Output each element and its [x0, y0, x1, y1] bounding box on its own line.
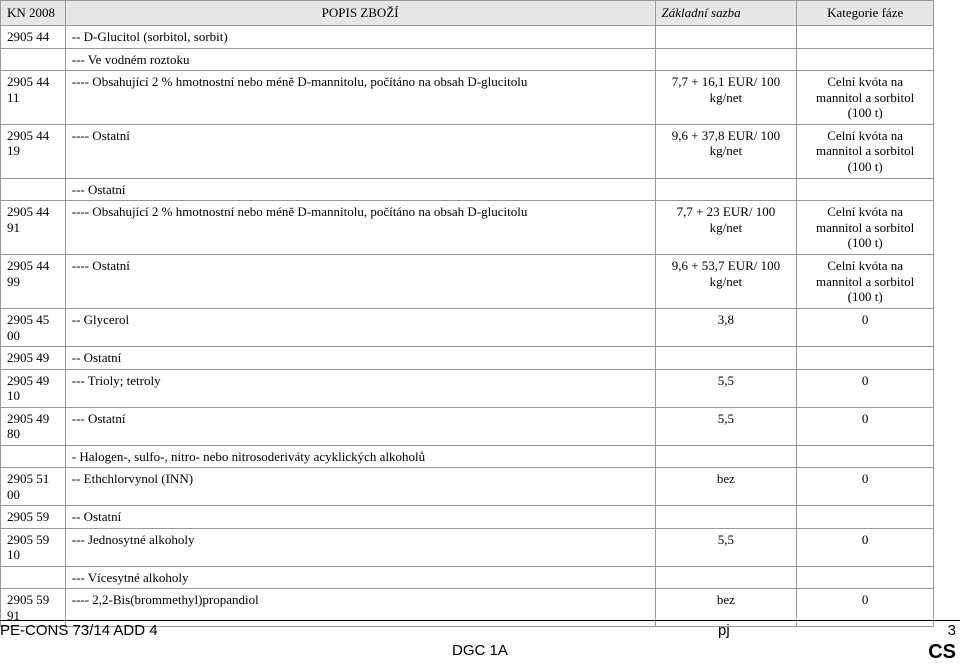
row-category: 0	[797, 528, 934, 566]
table-row	[1, 178, 934, 201]
row-code: 2905 59 91	[1, 589, 66, 627]
table-row	[1, 309, 934, 347]
row-code	[1, 178, 66, 201]
row-code: 2905 44 19	[1, 124, 66, 178]
table-row	[1, 407, 934, 445]
table-row	[1, 26, 934, 49]
row-description: -- Ethchlorvynol (INN)	[65, 468, 655, 506]
footer-language-code: CS	[928, 641, 956, 663]
footer-divider	[0, 620, 960, 621]
row-description: ---- Ostatní	[65, 255, 655, 309]
row-rate: 9,6 + 37,8 EUR/ 100 kg/net	[655, 124, 797, 178]
table-row	[1, 506, 934, 529]
row-rate	[655, 347, 797, 370]
row-category: 0	[797, 369, 934, 407]
row-rate: 9,6 + 53,7 EUR/ 100 kg/net	[655, 255, 797, 309]
table-row	[1, 445, 934, 468]
row-code	[1, 48, 66, 71]
row-description: --- Ostatní	[65, 407, 655, 445]
row-code	[1, 445, 66, 468]
row-category: Celní kvóta na mannitol a sorbitol (100 t)	[797, 71, 934, 125]
row-code: 2905 59	[1, 506, 66, 529]
row-category: Celní kvóta na mannitol a sorbitol (100 t)	[797, 124, 934, 178]
row-description: --- Ve vodném roztoku	[65, 48, 655, 71]
row-code: 2905 49	[1, 347, 66, 370]
row-rate: bez	[655, 468, 797, 506]
row-category: 0	[797, 589, 934, 627]
row-rate: 5,5	[655, 407, 797, 445]
row-category: Celní kvóta na mannitol a sorbitol (100 t)	[797, 201, 934, 255]
row-code: 2905 51 00	[1, 468, 66, 506]
row-rate: 7,7 + 23 EUR/ 100 kg/net	[655, 201, 797, 255]
row-description: ---- Obsahující 2 % hmotnostní nebo méně D-mannitolu, počítáno na obsah D-glucitolu	[65, 201, 655, 255]
row-description: -- D-Glucitol (sorbitol, sorbit)	[65, 26, 655, 49]
table-row	[1, 566, 934, 589]
row-rate	[655, 26, 797, 49]
row-category	[797, 566, 934, 589]
table-header-row	[1, 1, 934, 26]
row-code: 2905 59 10	[1, 528, 66, 566]
row-code	[1, 566, 66, 589]
row-code: 2905 49 10	[1, 369, 66, 407]
table-row	[1, 201, 934, 255]
footer-initials: pj	[718, 622, 730, 639]
table-row	[1, 255, 934, 309]
row-code: 2905 45 00	[1, 309, 66, 347]
table-row	[1, 528, 934, 566]
row-category	[797, 506, 934, 529]
row-description: ---- 2,2-Bis(brommethyl)propandiol	[65, 589, 655, 627]
row-rate	[655, 566, 797, 589]
row-code: 2905 49 80	[1, 407, 66, 445]
row-description: -- Glycerol	[65, 309, 655, 347]
row-rate: 7,7 + 16,1 EUR/ 100 kg/net	[655, 71, 797, 125]
row-code: 2905 44 11	[1, 71, 66, 125]
table-row	[1, 124, 934, 178]
row-description: -- Ostatní	[65, 347, 655, 370]
row-category: Celní kvóta na mannitol a sorbitol (100 t)	[797, 255, 934, 309]
row-rate	[655, 48, 797, 71]
row-description: --- Jednosytné alkoholy	[65, 528, 655, 566]
row-description: ---- Ostatní	[65, 124, 655, 178]
row-description: - Halogen-, sulfo-, nitro- nebo nitrosoderiváty acyklických alkoholů	[65, 445, 655, 468]
row-category: 0	[797, 309, 934, 347]
header-staging-category: Kategorie fáze	[797, 1, 934, 26]
table-row	[1, 369, 934, 407]
table-row	[1, 468, 934, 506]
row-rate: bez	[655, 589, 797, 627]
footer-department: DGC 1A	[452, 642, 508, 659]
row-code: 2905 44	[1, 26, 66, 49]
table-row	[1, 48, 934, 71]
row-code: 2905 44 99	[1, 255, 66, 309]
row-category	[797, 48, 934, 71]
footer-page-number: 3	[947, 622, 956, 639]
header-base-rate: Základní sazba	[655, 1, 797, 26]
header-code: KN 2008	[1, 1, 66, 26]
row-description: --- Ostatní	[65, 178, 655, 201]
row-code: 2905 44 91	[1, 201, 66, 255]
row-rate: 5,5	[655, 369, 797, 407]
row-description: --- Vícesytné alkoholy	[65, 566, 655, 589]
header-description: POPIS ZBOŽÍ	[65, 1, 655, 26]
row-category	[797, 347, 934, 370]
footer-doc-ref: PE-CONS 73/14 ADD 4	[0, 622, 158, 639]
row-category	[797, 445, 934, 468]
row-category: 0	[797, 468, 934, 506]
row-description: -- Ostatní	[65, 506, 655, 529]
row-rate: 3,8	[655, 309, 797, 347]
table-row	[1, 71, 934, 125]
row-category	[797, 178, 934, 201]
table-row	[1, 347, 934, 370]
row-category: 0	[797, 407, 934, 445]
row-description: ---- Obsahující 2 % hmotnostní nebo méně D-mannitolu, počítáno na obsah D-glucitolu	[65, 71, 655, 125]
row-description: --- Trioly; tetroly	[65, 369, 655, 407]
row-category	[797, 26, 934, 49]
row-rate	[655, 506, 797, 529]
row-rate: 5,5	[655, 528, 797, 566]
row-rate	[655, 445, 797, 468]
row-rate	[655, 178, 797, 201]
